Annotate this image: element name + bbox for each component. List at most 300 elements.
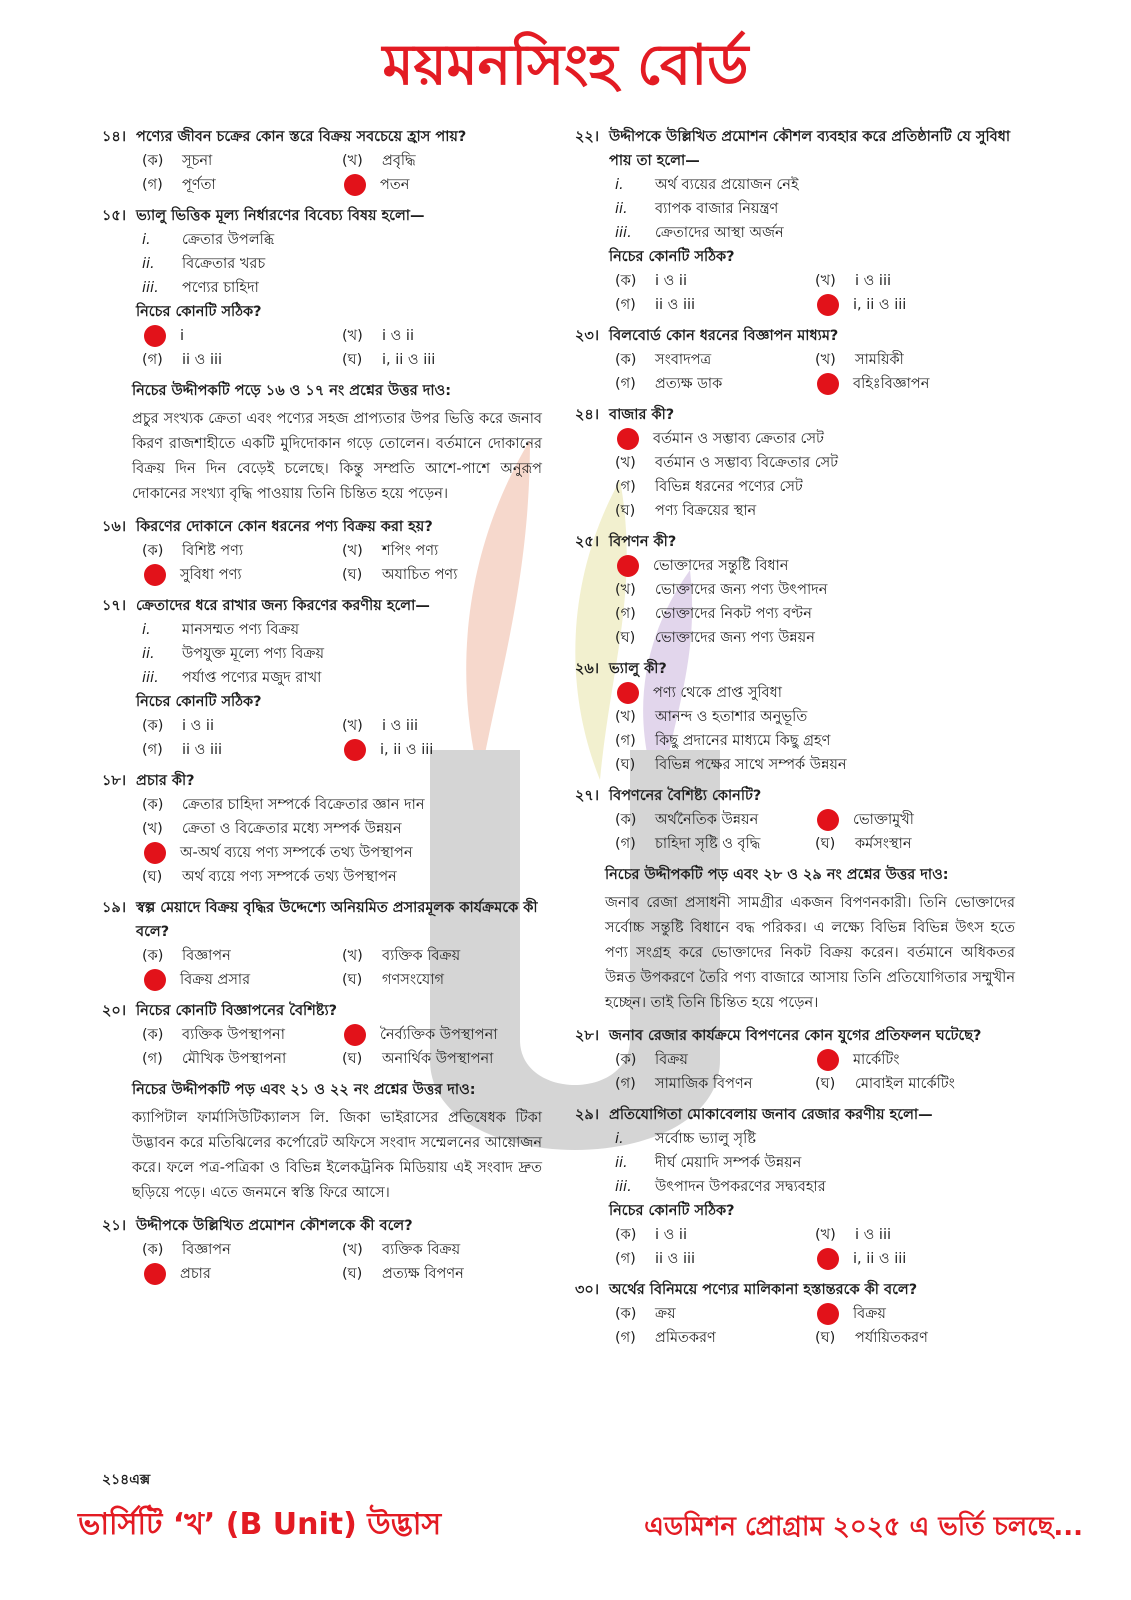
- passage-text: প্রচুর সংখ্যক ক্রেতা এবং পণ্যের সহজ প্রাপ্যতার উপর ভিত্তি করে জনাব কিরণ রাজশাহীতে একটি মুদিদোকান গড়ে তোলেন। বর্তমানে দোকানের বিক্রয় দিন দিন বেড়েই চলেছে। কিন্তু সম্প্রতি আশে-পাশে অনুরূপ দোকানের সংখ্যা বৃদ্ধি পাওয়ায় তিনি চিন্তিত হয়ে পড়েন।: [132, 411, 542, 502]
- option: [615, 451, 1015, 475]
- option-text: ii ও iii: [182, 742, 223, 758]
- question-number: ২০।: [102, 1003, 127, 1019]
- statement-number: iii.: [615, 225, 632, 241]
- question-21: [102, 1214, 542, 1286]
- option-text: i, ii ও iii: [380, 742, 434, 758]
- option-text: গণসংযোগ: [382, 972, 444, 988]
- statement: [142, 666, 542, 690]
- option-text: বিভিন্ন পক্ষের সাথে সম্পর্ক উন্নয়ন: [655, 757, 847, 773]
- option: [342, 348, 542, 372]
- option-text: সাময়িকী: [855, 352, 904, 368]
- statement: [142, 276, 542, 300]
- question-text: উদ্দীপকে উল্লিখিত প্রমোশন কৌশলকে কী বলে?: [136, 1218, 413, 1234]
- option-text: পণ্য থেকে প্রাপ্ত সুবিধা: [653, 685, 782, 701]
- option: [142, 1047, 342, 1071]
- passage-heading: নিচের উদ্দীপকটি পড় এবং ২১ ও ২২ নং প্রশ্নের উত্তর দাও:: [132, 1082, 476, 1098]
- option-text: পণ্য বিক্রয়ের স্থান: [655, 503, 757, 519]
- statement-text: পর্যাপ্ত পণ্যের মজুদ রাখা: [182, 670, 322, 686]
- question-30: [575, 1278, 1015, 1350]
- option-label: (খ): [815, 273, 836, 289]
- option-label: (খ): [342, 153, 363, 169]
- option: [342, 539, 542, 563]
- question-28: [575, 1024, 1015, 1096]
- answer-marker-dot: [144, 1263, 166, 1285]
- answer-marker-dot: [144, 842, 166, 864]
- option: [142, 817, 542, 841]
- option: [342, 1047, 542, 1071]
- statement: [142, 228, 542, 252]
- question-number: ১৫।: [102, 208, 127, 224]
- option-label: (ক): [142, 718, 164, 734]
- option-label: (গ): [615, 1251, 636, 1267]
- question-text: পণ্যের জীবন চক্রের কোন স্তরে বিক্রয় সবচেয়ে হ্রাস পায়?: [136, 129, 467, 145]
- question-number: ১৬।: [102, 519, 127, 535]
- question-29: [575, 1103, 1015, 1271]
- option: [615, 578, 1015, 602]
- option: [815, 348, 1015, 372]
- question-19: [102, 896, 542, 992]
- option-text: পতন: [380, 177, 410, 193]
- question-text: বাজার কী?: [609, 407, 675, 423]
- answer-marker-dot: [144, 969, 166, 991]
- statement-text: দীর্ঘ মেয়াদি সম্পর্ক উন্নয়ন: [655, 1155, 802, 1171]
- option-correct: [142, 968, 342, 992]
- right-column: [575, 125, 1015, 1357]
- footer-right-banner: এডমিশন প্রোগ্রাম ২০২৫ এ ভর্তি চলছে...: [644, 1512, 1083, 1542]
- option-text: বিজ্ঞাপন: [182, 948, 231, 964]
- option-label: (ঘ): [342, 972, 363, 988]
- statement-number: iii.: [142, 280, 159, 296]
- option: [342, 944, 542, 968]
- option-label: (গ): [142, 1051, 163, 1067]
- option-text: ব্যক্তিক বিক্রয়: [382, 1242, 461, 1258]
- answer-marker-dot: [617, 555, 639, 577]
- question-number: ২৬।: [575, 661, 600, 677]
- answer-marker-dot: [617, 682, 639, 704]
- answer-marker-dot: [617, 428, 639, 450]
- option-label: (খ): [342, 1242, 363, 1258]
- option: [615, 1223, 815, 1247]
- option: [615, 293, 815, 317]
- option: [615, 729, 1015, 753]
- option: [815, 1223, 1015, 1247]
- option-correct: [815, 293, 1015, 317]
- statement-text: বিক্রেতার খরচ: [182, 256, 266, 272]
- question-number: ২৫।: [575, 534, 600, 550]
- option-label: (ঘ): [615, 630, 636, 646]
- option-correct: [815, 372, 1015, 396]
- option-correct: [615, 554, 1015, 578]
- option: [615, 348, 815, 372]
- option-text: ii ও iii: [182, 352, 223, 368]
- passage-heading: নিচের উদ্দীপকটি পড় এবং ২৮ ও ২৯ নং প্রশ্নের উত্তর দাও:: [605, 867, 949, 883]
- question-26: [575, 657, 1015, 777]
- option-text: শপিং পণ্য: [382, 543, 439, 559]
- option-label: (ঘ): [615, 503, 636, 519]
- option: [142, 348, 342, 372]
- option-text: বিশিষ্ট পণ্য: [182, 543, 244, 559]
- option-text: i ও ii: [655, 273, 687, 289]
- option: [142, 539, 342, 563]
- answer-marker-dot: [817, 1248, 839, 1270]
- option-text: ভোক্তামুখী: [853, 812, 914, 828]
- option-correct: [142, 563, 342, 587]
- option-text: ii ও iii: [655, 297, 696, 313]
- option-label: (ঘ): [815, 836, 836, 852]
- page-title: ময়মনসিংহ বোর্ড: [382, 33, 749, 98]
- option-label: (ক): [615, 812, 637, 828]
- statement-number: i.: [615, 177, 624, 193]
- option: [142, 944, 342, 968]
- option-text: i, ii ও iii: [853, 297, 907, 313]
- option: [142, 714, 342, 738]
- statement-text: উৎপাদন উপকরণের সদ্ব্যবহার: [655, 1179, 826, 1195]
- question-number: ২৮।: [575, 1028, 600, 1044]
- option-label: (ক): [615, 273, 637, 289]
- statement-text: ক্রেতার উপলব্ধি: [182, 232, 275, 248]
- option: [815, 1326, 1015, 1350]
- option: [815, 1072, 1015, 1096]
- question-text: ভ্যালু কী?: [609, 661, 667, 677]
- option-label: (গ): [615, 606, 636, 622]
- answer-marker-dot: [817, 809, 839, 831]
- sub-question: নিচের কোনটি সঠিক?: [609, 1203, 735, 1219]
- option-text: সামাজিক বিপণন: [655, 1076, 753, 1092]
- option-label: (গ): [142, 742, 163, 758]
- statement-text: অর্থ ব্যয়ের প্রয়োজন নেই: [655, 177, 799, 193]
- option-text: ভোক্তাদের জন্য পণ্য উন্নয়ন: [655, 630, 815, 646]
- option-label: (খ): [815, 352, 836, 368]
- question-25: [575, 530, 1015, 650]
- option-label: (গ): [615, 733, 636, 749]
- option-text: চাহিদা সৃষ্টি ও বৃদ্ধি: [655, 836, 761, 852]
- option: [142, 1023, 342, 1047]
- statement-number: iii.: [615, 1179, 632, 1195]
- option-label: (গ): [615, 836, 636, 852]
- option-text: ভোক্তাদের সন্তুষ্টি বিধান: [653, 558, 789, 574]
- question-number: ১৭।: [102, 598, 127, 614]
- option-text: বর্তমান ও সম্ভাব্য বিক্রেতার সেট: [655, 455, 839, 471]
- option: [615, 1326, 815, 1350]
- question-15: [102, 204, 542, 372]
- statement: [615, 173, 1015, 197]
- option-label: (ঘ): [342, 567, 363, 583]
- option-text: ক্রয়: [655, 1306, 676, 1322]
- option-text: প্রবৃদ্ধি: [382, 153, 416, 169]
- question-text: স্বল্প মেয়াদে বিক্রয় বৃদ্ধির উদ্দেশ্যে অনিয়মিত প্রসারমূলক কার্যক্রমকে কী বলে?: [136, 900, 538, 940]
- answer-marker-dot: [817, 1303, 839, 1325]
- statement: [615, 1127, 1015, 1151]
- option: [342, 563, 542, 587]
- question-text: ভ্যালু ভিত্তিক মূল্য নির্ধারণের বিবেচ্য বিষয় হলো—: [136, 208, 425, 224]
- statement-number: ii.: [142, 256, 155, 272]
- statement-text: ব্যাপক বাজার নিয়ন্ত্রণ: [655, 201, 779, 217]
- statement-number: ii.: [142, 646, 155, 662]
- option-text: নৈর্ব্যক্তিক উপস্থাপনা: [380, 1027, 498, 1043]
- option-text: i ও ii: [655, 1227, 687, 1243]
- option-text: প্রত্যক্ষ ডাক: [655, 376, 723, 392]
- question-text: বিপণনের বৈশিষ্ট্য কোনটি?: [609, 788, 762, 804]
- option: [142, 149, 342, 173]
- passage-heading: নিচের উদ্দীপকটি পড়ে ১৬ ও ১৭ নং প্রশ্নের উত্তর দাও:: [132, 383, 452, 399]
- option-correct: [342, 1023, 542, 1047]
- option-label: (ক): [615, 1306, 637, 1322]
- question-number: ১৪।: [102, 129, 127, 145]
- option: [342, 324, 542, 348]
- option-text: i ও iii: [382, 718, 419, 734]
- option-label: (ঘ): [815, 1076, 836, 1092]
- question-text: প্রচার কী?: [136, 773, 195, 789]
- option-text: বহিঃবিজ্ঞাপন: [853, 376, 930, 392]
- statement-text: পণ্যের চাহিদা: [182, 280, 259, 296]
- option-label: (গ): [615, 297, 636, 313]
- option: [615, 832, 815, 856]
- option-label: (ঘ): [142, 869, 163, 885]
- option-label: (খ): [342, 328, 363, 344]
- option-text: প্রত্যক্ষ বিপণন: [382, 1266, 464, 1282]
- option-text: সংবাদপত্র: [655, 352, 712, 368]
- option-label: (ঘ): [342, 1051, 363, 1067]
- option-label: (ক): [615, 352, 637, 368]
- option-text: কিছু প্রদানের মাধ্যমে কিছু গ্রহণ: [655, 733, 831, 749]
- answer-marker-dot: [817, 1049, 839, 1071]
- question-text: প্রতিযোগিতা মোকাবেলায় জনাব রেজার করণীয় হলো—: [609, 1107, 933, 1123]
- sub-question: নিচের কোনটি সঠিক?: [609, 249, 735, 265]
- option: [615, 1247, 815, 1271]
- left-column: [102, 125, 542, 1293]
- option: [815, 269, 1015, 293]
- question-text: নিচের কোনটি বিজ্ঞাপনের বৈশিষ্ট্য?: [136, 1003, 338, 1019]
- option: [342, 968, 542, 992]
- question-number: ২৭।: [575, 788, 600, 804]
- option: [142, 738, 342, 762]
- option-text: অযাচিত পণ্য: [382, 567, 458, 583]
- option-correct: [815, 808, 1015, 832]
- option-text: i ও ii: [182, 718, 214, 734]
- option-text: বিক্রয়: [655, 1052, 688, 1068]
- option-label: (ক): [142, 543, 164, 559]
- option-text: পূর্ণতা: [182, 177, 216, 193]
- option-label: (খ): [615, 709, 636, 725]
- option: [142, 865, 542, 889]
- statement: [615, 197, 1015, 221]
- option-text: বর্তমান ও সম্ভাব্য ক্রেতার সেট: [653, 431, 824, 447]
- option-label: (খ): [142, 821, 163, 837]
- option-text: মার্কেটিং: [853, 1052, 900, 1068]
- question-23: [575, 324, 1015, 396]
- option-label: (ক): [615, 1227, 637, 1243]
- option-text: অর্থ ব্যয়ে পণ্য সম্পর্কে তথ্য উপস্থাপন: [182, 869, 397, 885]
- passage-text: ক্যাপিটাল ফার্মাসিউটিক্যালস লি. জিকা ভাইরাসের প্রতিষেধক টিকা উদ্ভাবন করে মতিঝিলের কর্পোরেট অফিসে সংবাদ সম্মেলনের আয়োজন করে। ফলে পত্র-পত্রিকা ও বিভিন্ন ইলেকট্রনিক মিডিয়ায় এই সংবাদ দ্রুত ছড়িয়ে পড়ে। এতে জনমনে স্বস্তি ফিরে আসে।: [132, 1110, 542, 1201]
- option-label: (ক): [142, 1027, 164, 1043]
- statement-text: সর্বোচ্চ ভ্যালু সৃষ্টি: [655, 1131, 756, 1147]
- option-text: সুবিধা পণ্য: [180, 567, 242, 583]
- option-text: i, ii ও iii: [853, 1251, 907, 1267]
- statement-number: i.: [142, 622, 151, 638]
- question-number: ২৩।: [575, 328, 600, 344]
- question-text: ক্রেতাদের ধরে রাখার জন্য কিরণের করণীয় হলো—: [136, 598, 430, 614]
- passage-text: জনাব রেজা প্রসাধনী সামগ্রীর একজন বিপণনকারী। তিনি ভোক্তাদের সর্বোচ্চ সন্তুষ্টি বিধানে বদ্ধ পরিকর। এ লক্ষ্যে বিভিন্ন বিভিন্ন উৎস হতে পণ্য সংগ্রহ করে ভোক্তাদের নিকট বিক্রয় করেন। বর্তমানে অধিকতর উন্নত উপকরণে তৈরি পণ্য বাজারে আসায় তিনি প্রতিযোগিতার সম্মুখীন হচ্ছেন। তাই তিনি চিন্তিত হয়ে পড়েন।: [605, 895, 1015, 1011]
- option-text: ব্যক্তিক বিক্রয়: [382, 948, 461, 964]
- statement: [142, 642, 542, 666]
- question-16: [102, 515, 542, 587]
- question-text: উদ্দীপকে উল্লিখিত প্রমোশন কৌশল ব্যবহার করে প্রতিষ্ঠানটি যে সুবিধা পায় তা হলো—: [609, 129, 1011, 169]
- option-text: i ও iii: [855, 273, 892, 289]
- option-text: আনন্দ ও হতাশার অনুভূতি: [655, 709, 808, 725]
- question-number: ১৯।: [102, 900, 127, 916]
- option-label: (খ): [342, 948, 363, 964]
- option-text: i: [180, 328, 185, 344]
- option-text: বিভিন্ন ধরনের পণ্যের সেট: [655, 479, 803, 495]
- question-number: ২৪।: [575, 407, 600, 423]
- statement-number: ii.: [615, 201, 628, 217]
- question-text: জনাব রেজার কার্যক্রমে বিপণনের কোন যুগের প্রতিফলন ঘটেছে?: [609, 1028, 982, 1044]
- option-correct: [615, 681, 1015, 705]
- option-correct: [342, 738, 542, 762]
- option-text: প্রমিতকরণ: [655, 1330, 716, 1346]
- question-27: [575, 784, 1015, 856]
- option-text: ক্রেতার চাহিদা সম্পর্কে বিক্রেতার জ্ঞান দান: [182, 797, 425, 813]
- option-label: (ক): [142, 153, 164, 169]
- option: [615, 1072, 815, 1096]
- option-text: মোবাইল মার্কেটিং: [855, 1076, 955, 1092]
- question-number: ৩০।: [575, 1282, 600, 1298]
- statement: [142, 618, 542, 642]
- option-correct: [815, 1247, 1015, 1271]
- option-label: (ঘ): [615, 757, 636, 773]
- option-correct: [142, 324, 342, 348]
- option-label: (ক): [142, 797, 164, 813]
- option-label: (ক): [142, 948, 164, 964]
- option-text: প্রচার: [180, 1266, 211, 1282]
- option-text: বিক্রয় প্রসার: [180, 972, 251, 988]
- option: [342, 714, 542, 738]
- statement-text: মানসম্মত পণ্য বিক্রয়: [182, 622, 300, 638]
- option-text: ভোক্তাদের নিকট পণ্য বণ্টন: [655, 606, 812, 622]
- option-label: (খ): [815, 1227, 836, 1243]
- option-label: (গ): [615, 1076, 636, 1092]
- question-number: ১৮।: [102, 773, 127, 789]
- option-correct: [815, 1048, 1015, 1072]
- statement: [615, 221, 1015, 245]
- option-correct: [142, 1262, 342, 1286]
- statement-text: উপযুক্ত মূল্যে পণ্য বিক্রয়: [182, 646, 324, 662]
- option-label: (গ): [615, 479, 636, 495]
- option-label: (খ): [615, 455, 636, 471]
- option: [615, 705, 1015, 729]
- answer-marker-dot: [344, 1024, 366, 1046]
- page-code: ২১৪এক্স: [102, 1472, 151, 1488]
- option: [615, 1048, 815, 1072]
- option: [615, 1302, 815, 1326]
- footer-left-banner: ভার্সিটি ‘খ’ (B Unit) উদ্ভাস: [78, 1507, 442, 1542]
- option: [142, 173, 342, 197]
- option-text: পর্যায়িতকরণ: [855, 1330, 928, 1346]
- option: [342, 1238, 542, 1262]
- option-text: বিক্রয়: [853, 1306, 886, 1322]
- option-label: (ঘ): [815, 1330, 836, 1346]
- question-17: [102, 594, 542, 762]
- option: [615, 475, 1015, 499]
- answer-marker-dot: [817, 294, 839, 316]
- question-text: অর্থের বিনিময়ে পণ্যের মালিকানা হস্তান্তরকে কী বলে?: [609, 1282, 918, 1298]
- question-24: [575, 403, 1015, 523]
- option-text: i ও iii: [855, 1227, 892, 1243]
- option-text: ক্রেতা ও বিক্রেতার মধ্যে সম্পর্ক উন্নয়ন: [182, 821, 402, 837]
- option-label: (গ): [142, 352, 163, 368]
- option: [342, 1262, 542, 1286]
- sub-question: নিচের কোনটি সঠিক?: [136, 694, 262, 710]
- option-text: বিজ্ঞাপন: [182, 1242, 231, 1258]
- option-label: (গ): [142, 177, 163, 193]
- statement: [615, 1175, 1015, 1199]
- option: [815, 832, 1015, 856]
- option-text: ভোক্তাদের জন্য পণ্য উৎপাদন: [655, 582, 828, 598]
- option: [615, 626, 1015, 650]
- statement: [142, 252, 542, 276]
- option-text: ব্যক্তিক উপস্থাপনা: [182, 1027, 285, 1043]
- question-22: [575, 125, 1015, 317]
- option: [342, 149, 542, 173]
- question-number: ২১।: [102, 1218, 127, 1234]
- answer-marker-dot: [344, 174, 366, 196]
- option-text: সূচনা: [182, 153, 213, 169]
- statement-number: ii.: [615, 1155, 628, 1171]
- statement-number: iii.: [142, 670, 159, 686]
- option: [615, 499, 1015, 523]
- question-text: বিপণন কী?: [609, 534, 677, 550]
- option-correct: [615, 427, 1015, 451]
- option-label: (ক): [142, 1242, 164, 1258]
- option: [142, 793, 542, 817]
- sub-question: নিচের কোনটি সঠিক?: [136, 304, 262, 320]
- question-text: বিলবোর্ড কোন ধরনের বিজ্ঞাপন মাধ্যম?: [609, 328, 839, 344]
- answer-marker-dot: [344, 739, 366, 761]
- option-correct: [342, 173, 542, 197]
- option-text: কর্মসংস্থান: [855, 836, 912, 852]
- option-label: (ঘ): [342, 352, 363, 368]
- statement: [615, 1151, 1015, 1175]
- option-label: (খ): [342, 718, 363, 734]
- question-18: [102, 769, 542, 889]
- option-text: i ও ii: [382, 328, 414, 344]
- option-text: অ-অর্থ ব্যয়ে পণ্য সম্পর্কে তথ্য উপস্থাপন: [180, 845, 413, 861]
- answer-marker-dot: [817, 373, 839, 395]
- option-text: অনার্থিক উপস্থাপনা: [382, 1051, 494, 1067]
- option: [615, 602, 1015, 626]
- question-20: [102, 999, 542, 1071]
- question-text: কিরণের দোকানে কোন ধরনের পণ্য বিক্রয় করা হয়?: [136, 519, 433, 535]
- option: [615, 269, 815, 293]
- option: [615, 372, 815, 396]
- option: [142, 1238, 342, 1262]
- option-correct: [142, 841, 542, 865]
- option-text: অর্থনৈতিক উন্নয়ন: [655, 812, 759, 828]
- option-label: (খ): [342, 543, 363, 559]
- option-label: (গ): [615, 376, 636, 392]
- option-text: ii ও iii: [655, 1251, 696, 1267]
- option-correct: [815, 1302, 1015, 1326]
- option-label: (গ): [615, 1330, 636, 1346]
- statement-text: ক্রেতাদের আস্থা অর্জন: [655, 225, 784, 241]
- question-number: ২৯।: [575, 1107, 600, 1123]
- option-label: (ঘ): [342, 1266, 363, 1282]
- statement-number: i.: [142, 232, 151, 248]
- answer-marker-dot: [144, 325, 166, 347]
- option-text: i, ii ও iii: [382, 352, 436, 368]
- question-14: [102, 125, 542, 197]
- question-number: ২২।: [575, 129, 600, 145]
